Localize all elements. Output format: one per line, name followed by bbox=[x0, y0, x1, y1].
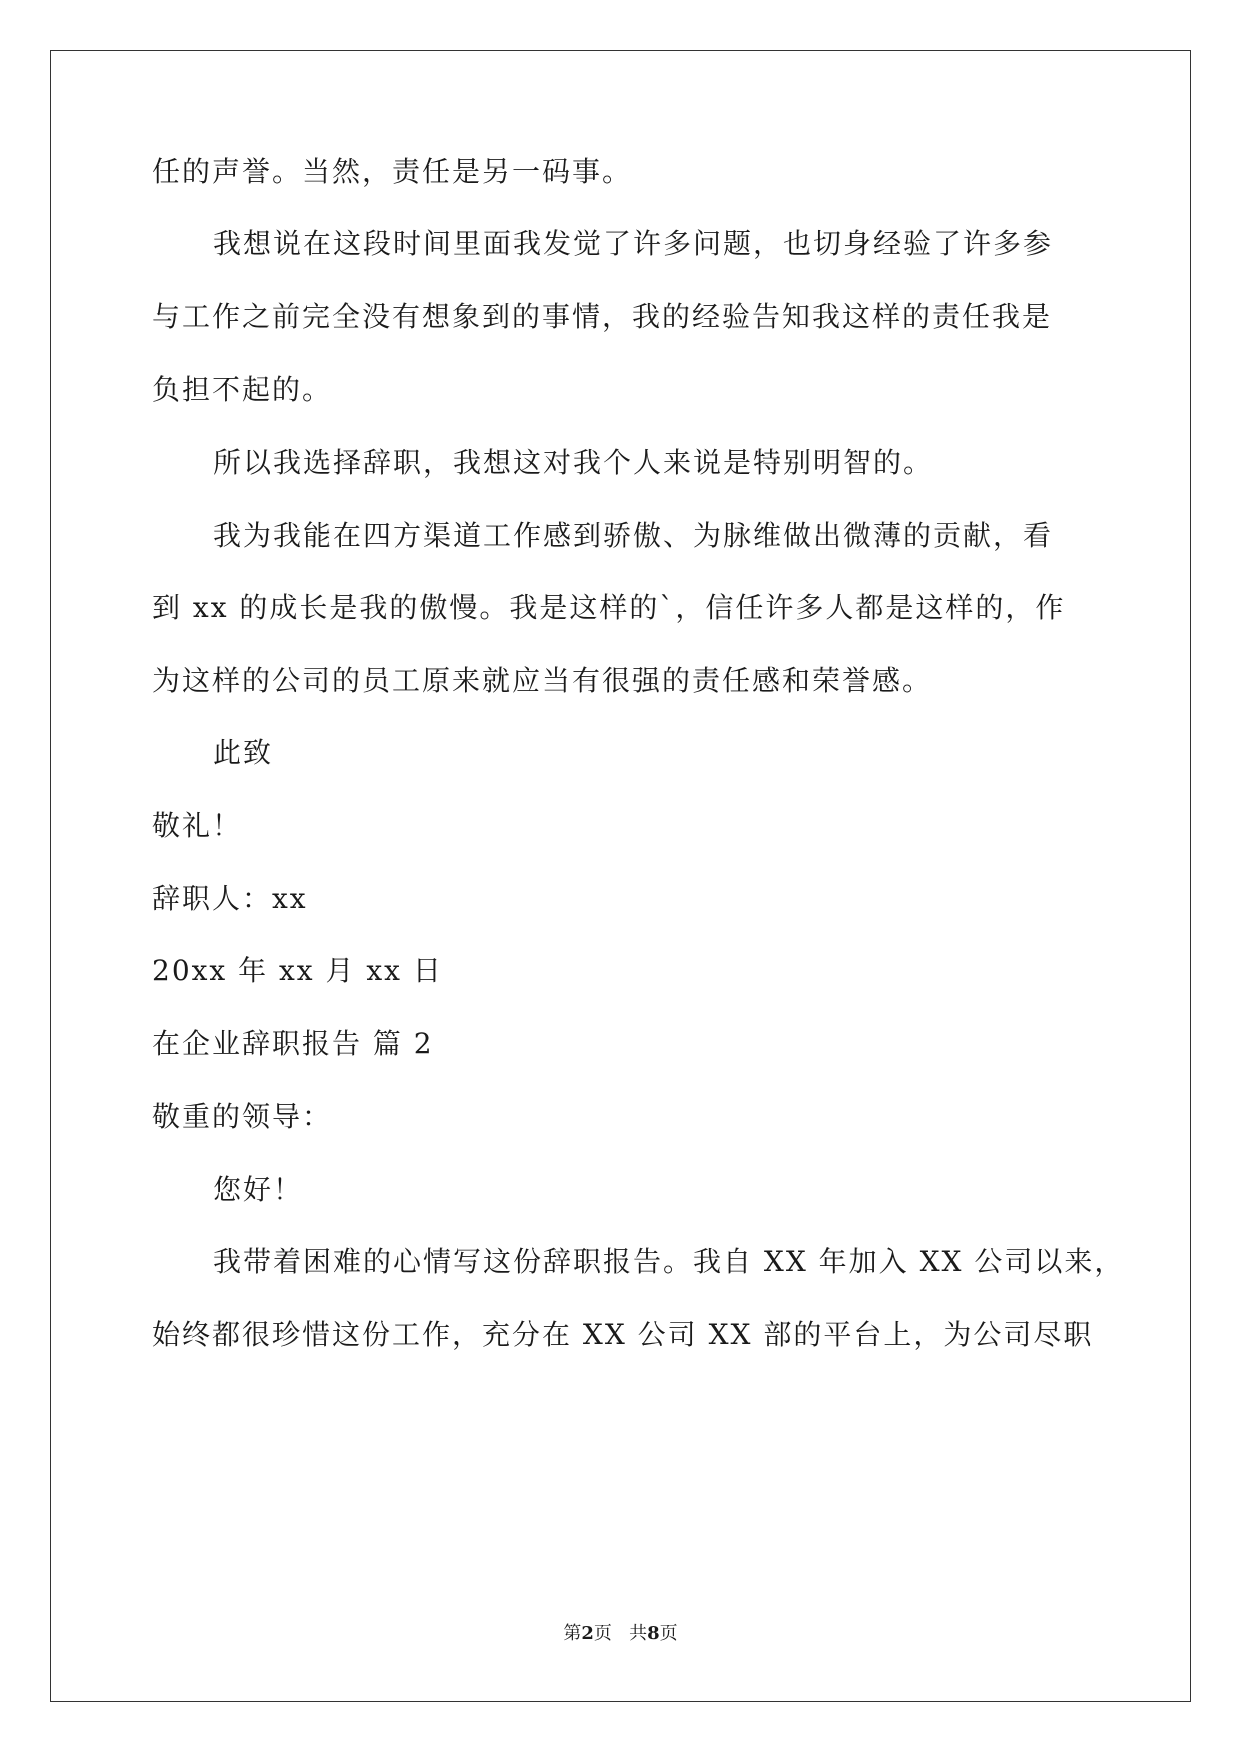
text-line: 所以我选择辞职，我想这对我个人来说是特别明智的。 bbox=[213, 446, 934, 479]
text-line: 为这样的公司的员工原来就应当有很强的责任感和荣誉感。 bbox=[152, 664, 933, 697]
page-footer bbox=[0, 1622, 1241, 1646]
footer-suffix: 页 bbox=[659, 1623, 678, 1644]
footer-middle: 页 共 bbox=[593, 1623, 648, 1644]
total-pages-number: 8 bbox=[647, 1623, 660, 1644]
text-line: 负担不起的。 bbox=[152, 373, 333, 406]
text-line: 到 xx 的成长是我的傲慢。我是这样的`，信任许多人都是这样的，作 bbox=[152, 591, 1066, 624]
greeting-line: 您好！ bbox=[213, 1173, 304, 1206]
text-line: 我带着困难的心情写这份辞职报告。我自 XX 年加入 XX 公司以来， bbox=[213, 1245, 1125, 1278]
text-line: 与工作之前完全没有想象到的事情，我的经验告知我这样的责任我是 bbox=[152, 300, 1053, 333]
text-line: 始终都很珍惜这份工作，充分在 XX 公司 XX 部的平台上，为公司尽职 bbox=[152, 1318, 1094, 1351]
footer-prefix: 第 bbox=[563, 1623, 582, 1644]
section-heading: 在企业辞职报告 篇 2 bbox=[152, 1027, 434, 1060]
current-page-number: 2 bbox=[581, 1623, 594, 1644]
signature-line: 辞职人：xx bbox=[152, 882, 308, 915]
date-line: 20xx 年 xx 月 xx 日 bbox=[152, 954, 443, 987]
closing-regards: 敬礼！ bbox=[152, 809, 243, 842]
text-line: 我想说在这段时间里面我发觉了许多问题，也切身经验了许多参 bbox=[213, 227, 1054, 260]
text-line: 任的声誉。当然，责任是另一码事。 bbox=[152, 155, 633, 188]
text-line: 我为我能在四方渠道工作感到骄傲、为脉维做出微薄的贡献，看 bbox=[213, 519, 1054, 552]
closing-salutation: 此致 bbox=[213, 736, 274, 769]
greeting: 敬重的领导： bbox=[152, 1100, 333, 1133]
